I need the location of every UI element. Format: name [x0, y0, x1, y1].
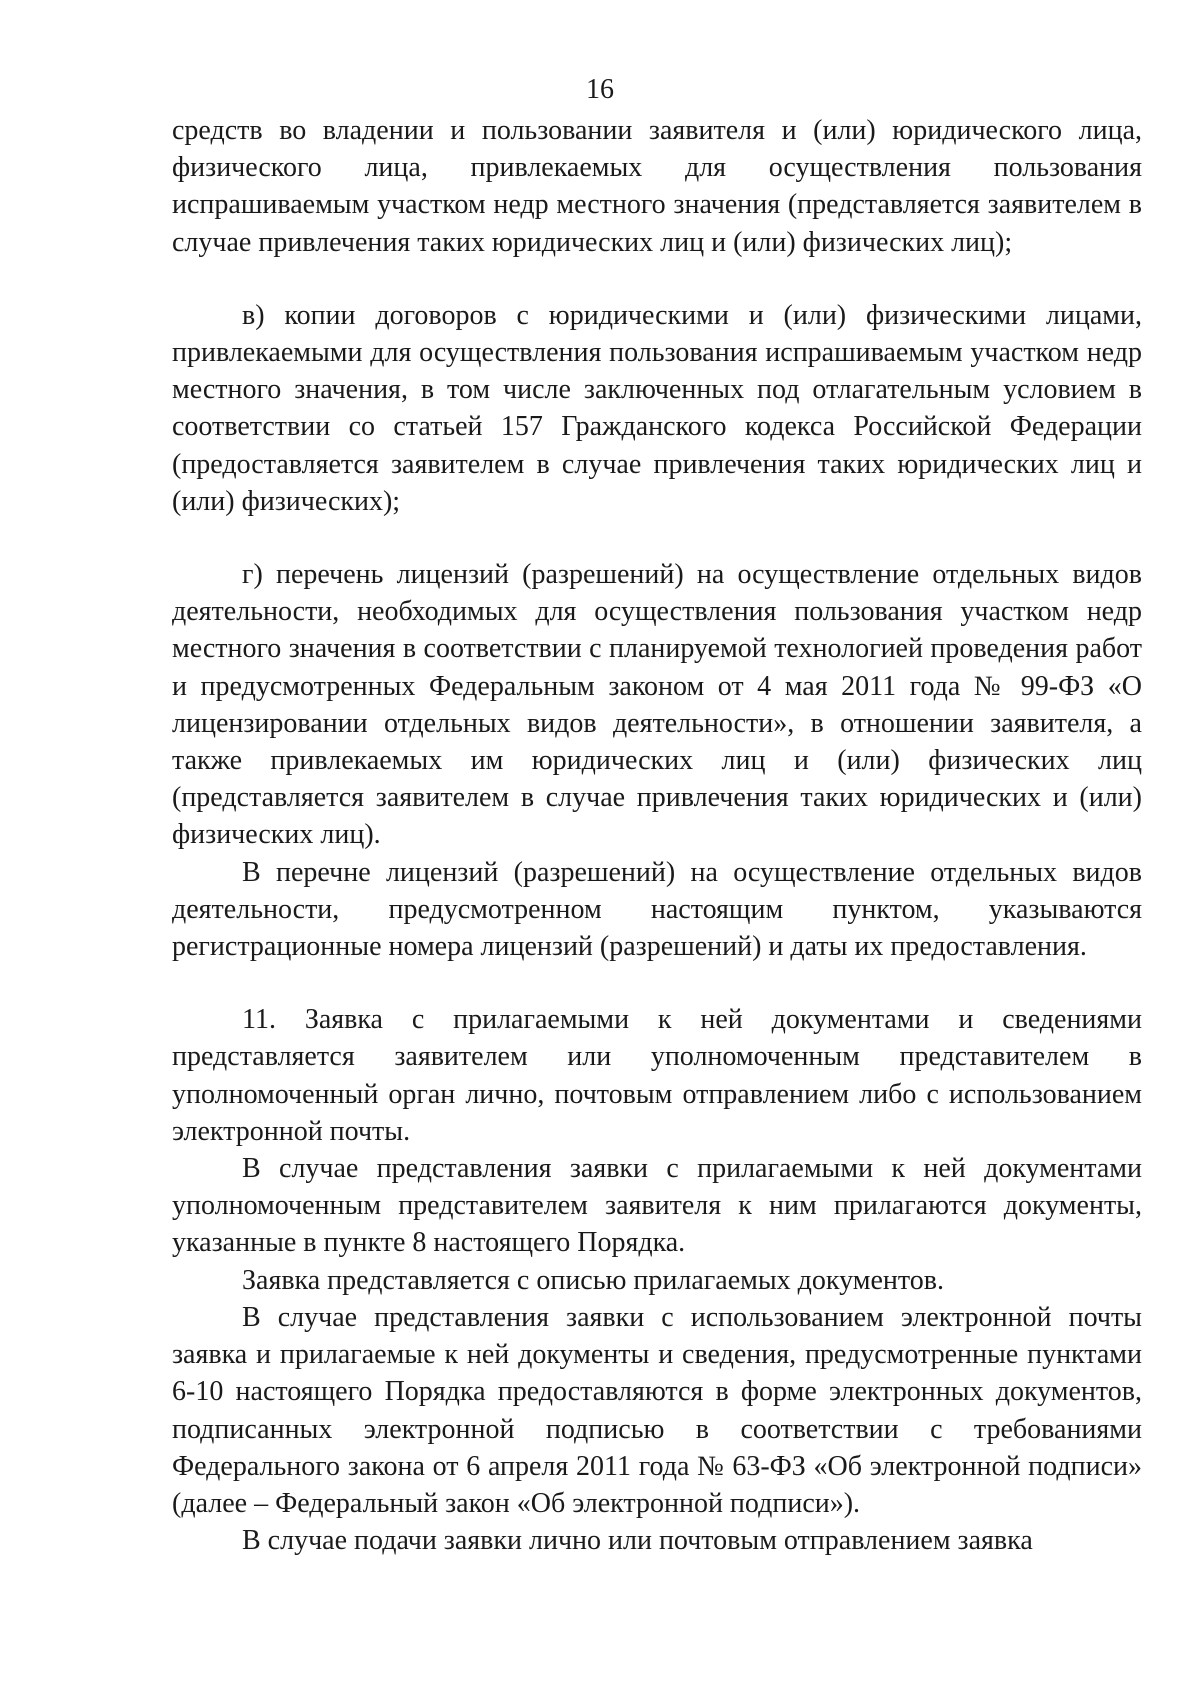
- paragraph-representative-documents: В случае представления заявки с прилагаемыми к ней документами уполномоченным представителем заявителя к ним прилагаются документы, указанные в пункте 8 настоящего Порядка.: [172, 1153, 1142, 1259]
- document-body: [172, 112, 1142, 1559]
- paragraph-spacer: [172, 261, 1142, 297]
- paragraph-item-v: в) копии договоров с юридическими и (или) физическими лицами, привлекаемыми для осуществления пользования испрашиваемым участком недр местного значения, в том числе заключенных под отлагательным условием в соответствии со статьей 157 Гражданского кодекса Российской Федерации (предоставляется заявителем в случае привлечения таких юридических лиц и (или) физических);: [172, 299, 1142, 517]
- paragraph-spacer: [172, 520, 1142, 556]
- page-number: 16: [586, 74, 614, 105]
- paragraph-in-person-submission: В случае подачи заявки лично или почтовым отправлением заявка: [242, 1525, 1033, 1557]
- paragraph-electronic-submission: В случае представления заявки с использованием электронной почты заявка и прилагаемые к ней документы и сведения, предусмотренные пунктами 6-10 настоящего Порядка предоставляются в форме электронных документов, подписанных электронной подписью в соответствии с требованиями Федерального закона от 6 апреля 2011 года № 63-ФЗ «Об электронной подписи» (далее – Федеральный закон «Об электронной подписи»).: [172, 1301, 1142, 1519]
- paragraph-point-11: 11. Заявка с прилагаемыми к ней документами и сведениями представляется заявителем или уполномоченным представителем в уполномоченный орган лично, почтовым отправлением либо с использованием электронной почты.: [172, 1004, 1142, 1147]
- paragraph-inventory: Заявка представляется с описью прилагаемых документов.: [242, 1264, 944, 1296]
- paragraph-licenses-list-note: В перечне лицензий (разрешений) на осуществление отдельных видов деятельности, предусмотренном настоящим пунктом, указываются регистрационные номера лицензий (разрешений) и даты их предоставления.: [172, 856, 1142, 963]
- paragraph-spacer: [172, 965, 1142, 1001]
- paragraph-continued-list-item: средств во владении и пользовании заявителя и (или) юридического лица, физического лица, привлекаемых для осуществления пользования испрашиваемым участком недр местного значения (представляется заявителем в случае привлечения таких юридических лиц и (или) физических лиц);: [172, 115, 1142, 258]
- paragraph-item-g: г) перечень лицензий (разрешений) на осуществление отдельных видов деятельности, необходимых для осуществления пользования участком недр местного значения в соответствии с планируемой технологией проведения работ и предусмотренных Федеральным законом от 4 мая 2011 года № 99-ФЗ «О лицензировании отдельных видов деятельности», в отношении заявителя, а также привлекаемых им юридических лиц и (или) физических лиц (представляется заявителем в случае привлечения таких юридических и (или) физических лиц).: [172, 559, 1142, 851]
